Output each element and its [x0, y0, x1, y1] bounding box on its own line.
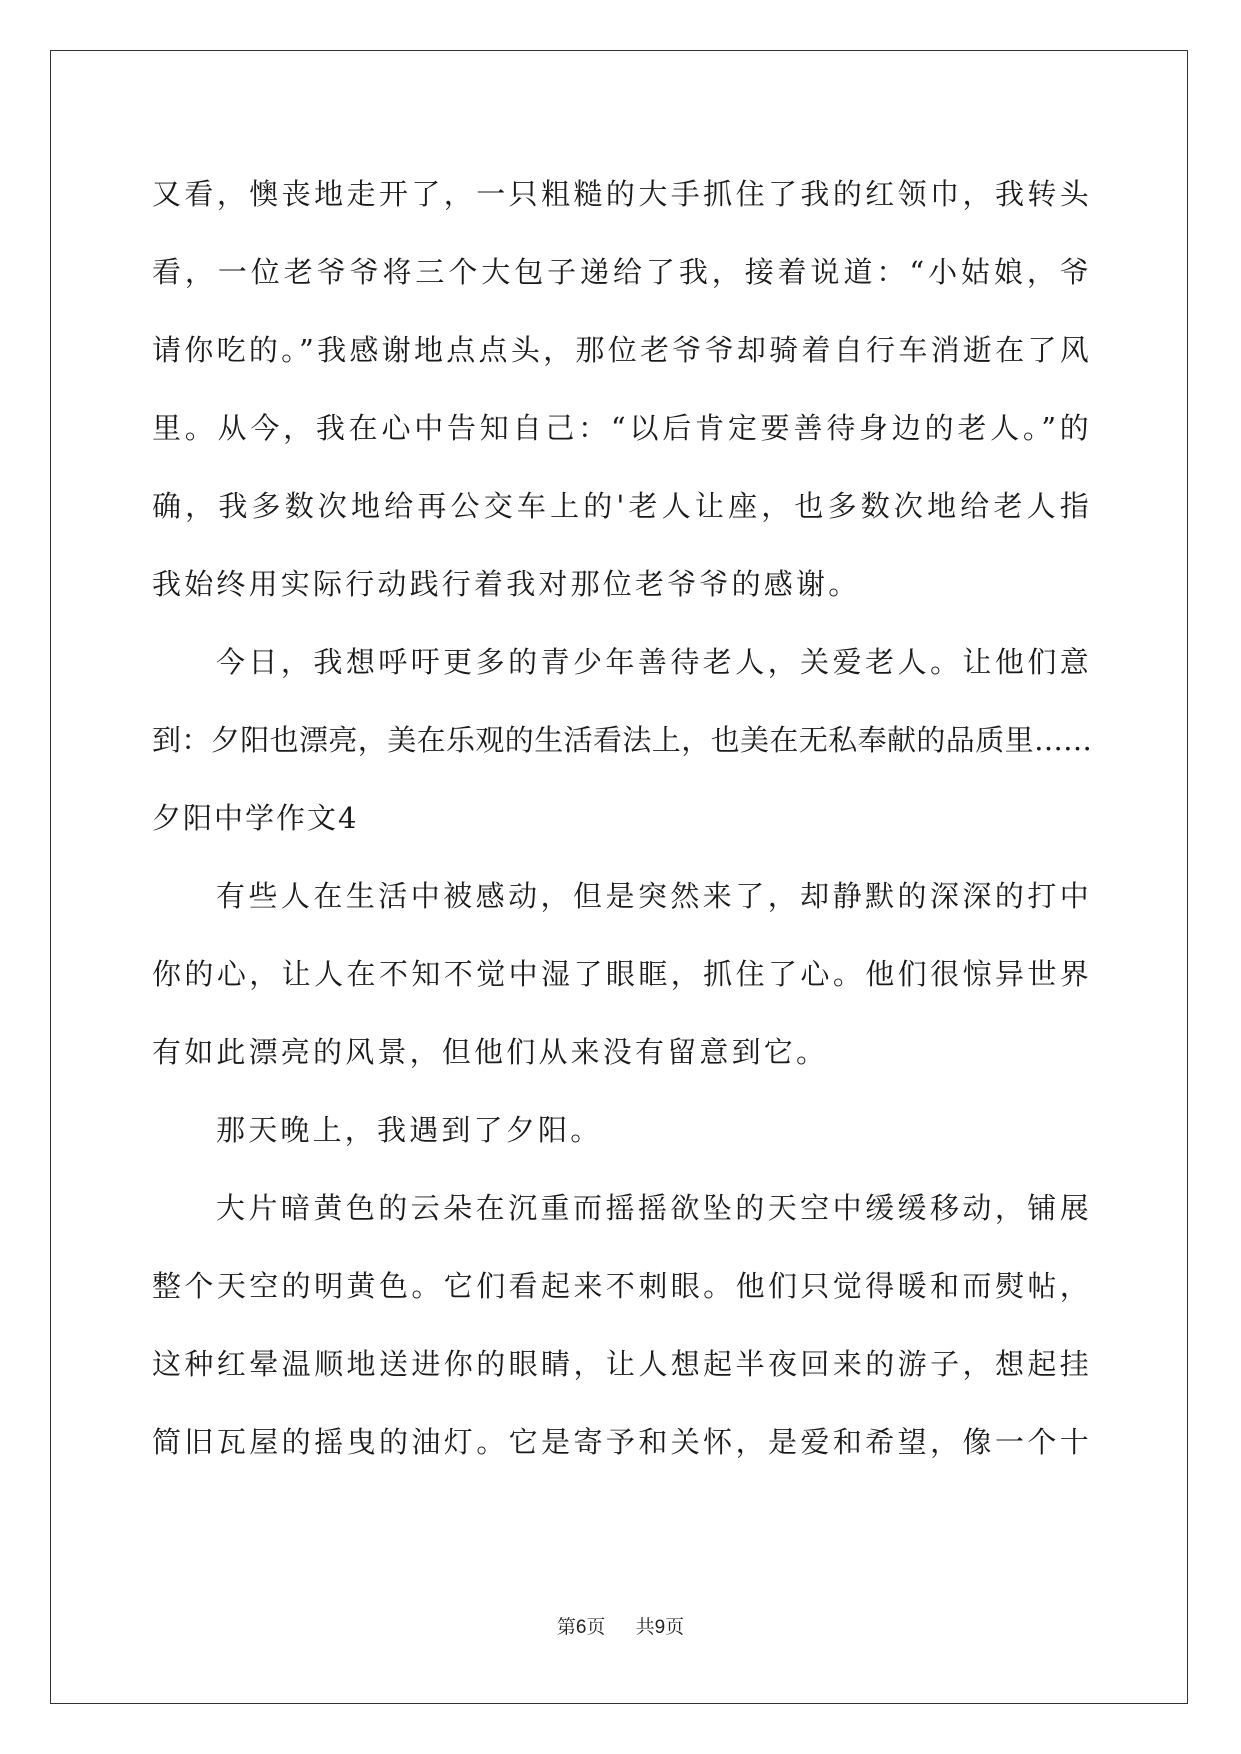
total-pages-number: 9 [654, 1617, 666, 1638]
paragraph-start-line: 有些人在生活中被感动，但是突然来了，却静默的深深的打中 [216, 879, 1092, 913]
document-body [152, 155, 1092, 1481]
text-line: 我始终用实际行动践行着我对那位老爷爷的感谢。 [152, 567, 861, 601]
page-footer [0, 1612, 1241, 1639]
section-heading: 夕阳中学作文4 [152, 801, 359, 835]
text-line: 看，一位老爷爷将三个大包子递给了我，接着说道：“小姑娘，爷 [152, 255, 1092, 289]
text-line: 你的心，让人在不知不觉中湿了眼眶，抓住了心。他们很惊异世界 [152, 957, 1092, 991]
total-suffix: 页 [665, 1616, 685, 1638]
page-prefix: 第 [556, 1616, 576, 1638]
paragraph-start-line: 今日，我想呼吁更多的青少年善待老人，关爱老人。让他们意 [216, 645, 1092, 679]
text-line: 这种红晕温顺地送进你的眼睛，让人想起半夜回来的游子，想起挂 [152, 1347, 1092, 1381]
paragraph-start-line: 那天晚上，我遇到了夕阳。 [216, 1113, 603, 1147]
text-line: 请你吃的。”我感谢地点点头，那位老爷爷却骑着自行车消逝在了风 [152, 333, 1092, 367]
text-line: 有如此漂亮的风景，但他们从来没有留意到它。 [152, 1035, 829, 1069]
paragraph-start-line: 大片暗黄色的云朵在沉重而摇摇欲坠的天空中缓缓移动，铺展 [216, 1191, 1092, 1225]
text-line: 整个天空的明黄色。它们看起来不刺眼。他们只觉得暖和而熨帖， [152, 1269, 1092, 1303]
text-line: 简旧瓦屋的摇曳的油灯。它是寄予和关怀，是爱和希望，像一个十 [152, 1425, 1092, 1459]
total-prefix: 共 [635, 1616, 655, 1638]
text-line: 又看，懊丧地走开了，一只粗糙的大手抓住了我的红领巾，我转头 [152, 177, 1092, 211]
current-page-number: 6 [575, 1617, 587, 1638]
text-line: 到：夕阳也漂亮，美在乐观的生活看法上，也美在无私奉献的品质里…… [152, 723, 1092, 757]
page-suffix: 页 [586, 1616, 606, 1638]
text-line: 里。从今，我在心中告知自己：“以后肯定要善待身边的老人。”的 [152, 411, 1092, 445]
text-line: 确，我多数次地给再公交车上的'老人让座，也多数次地给老人指 [152, 489, 1092, 523]
